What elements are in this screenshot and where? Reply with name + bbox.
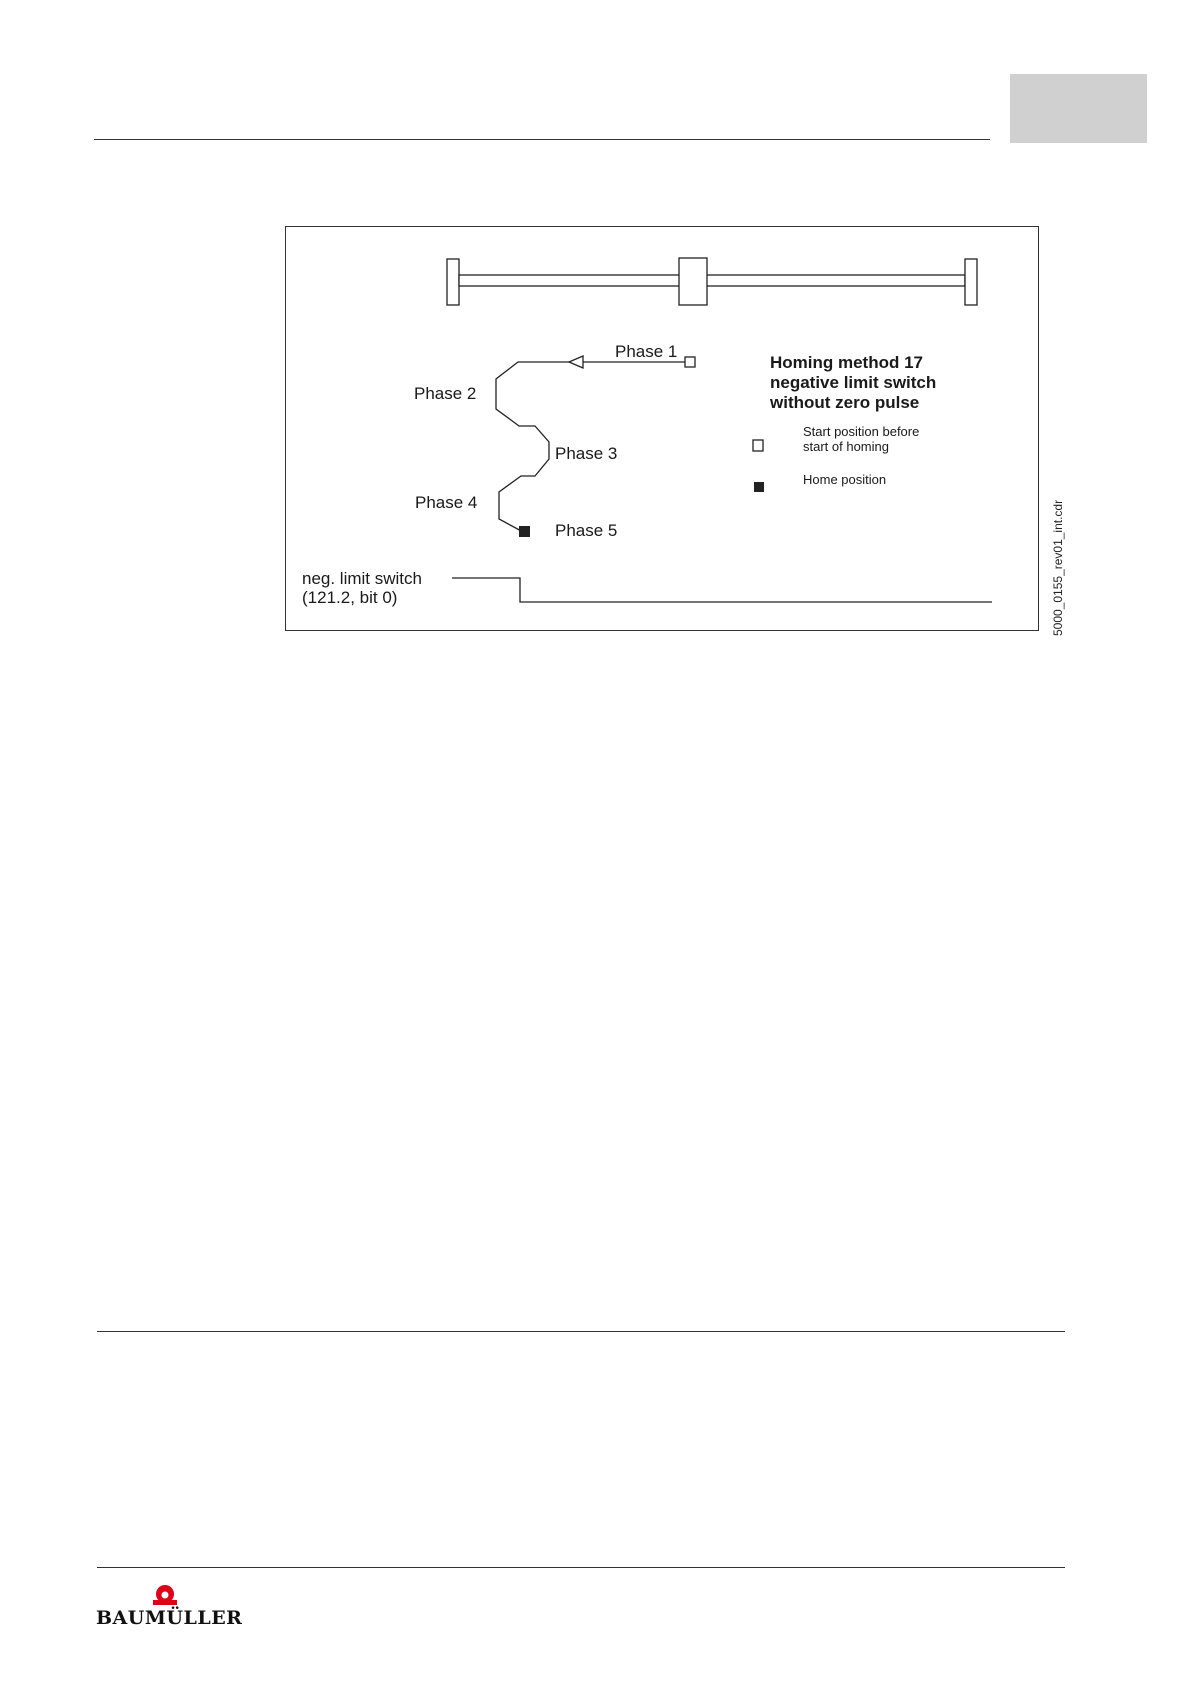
- phase-5-label: Phase 5: [555, 521, 618, 540]
- rail-carriage: [679, 258, 707, 305]
- homing-diagram: [285, 226, 1039, 631]
- direction-arrow-icon: [569, 356, 583, 368]
- phase-1-label: Phase 1: [615, 342, 678, 361]
- rail-bar: [459, 275, 965, 286]
- limit-switch-label-2: (121.2, bit 0): [302, 588, 398, 607]
- logo-wordmark: BAUMÜLLER: [96, 1607, 243, 1628]
- footer-rule: [97, 1567, 1065, 1568]
- baumuller-logo: [96, 1583, 246, 1628]
- legend-start-icon: [753, 440, 763, 451]
- start-position-marker: [685, 357, 695, 367]
- limit-switch-label-1: neg. limit switch: [302, 569, 422, 588]
- home-position-marker: [519, 526, 530, 537]
- legend: [753, 424, 919, 492]
- header-rule: [94, 139, 990, 140]
- legend-start-line-1: Start position before: [803, 424, 920, 439]
- diagram-title-line-2: negative limit switch: [770, 373, 937, 392]
- limit-switch-signal: [452, 578, 992, 602]
- diagram-title-line-3: without zero pulse: [770, 393, 920, 412]
- diagram-title-line-1: Homing method 17: [770, 353, 924, 372]
- logo-mark-icon: [153, 1585, 177, 1605]
- chapter-tab: [1010, 74, 1147, 143]
- legend-home-icon: [754, 482, 764, 492]
- footnote-rule: [97, 1331, 1065, 1332]
- figure-file-label: 5000_0155_rev01_int.cdr: [1051, 499, 1065, 636]
- legend-start-line-2: start of homing: [803, 439, 889, 454]
- phase-4-label: Phase 4: [415, 493, 478, 512]
- rail-right-end-stop: [965, 259, 977, 305]
- phase-2-label: Phase 2: [414, 384, 477, 403]
- legend-home-label: Home position: [803, 472, 887, 487]
- linear-rail: [447, 258, 977, 305]
- phase-3-label: Phase 3: [555, 444, 618, 463]
- rail-left-end-stop: [447, 259, 459, 305]
